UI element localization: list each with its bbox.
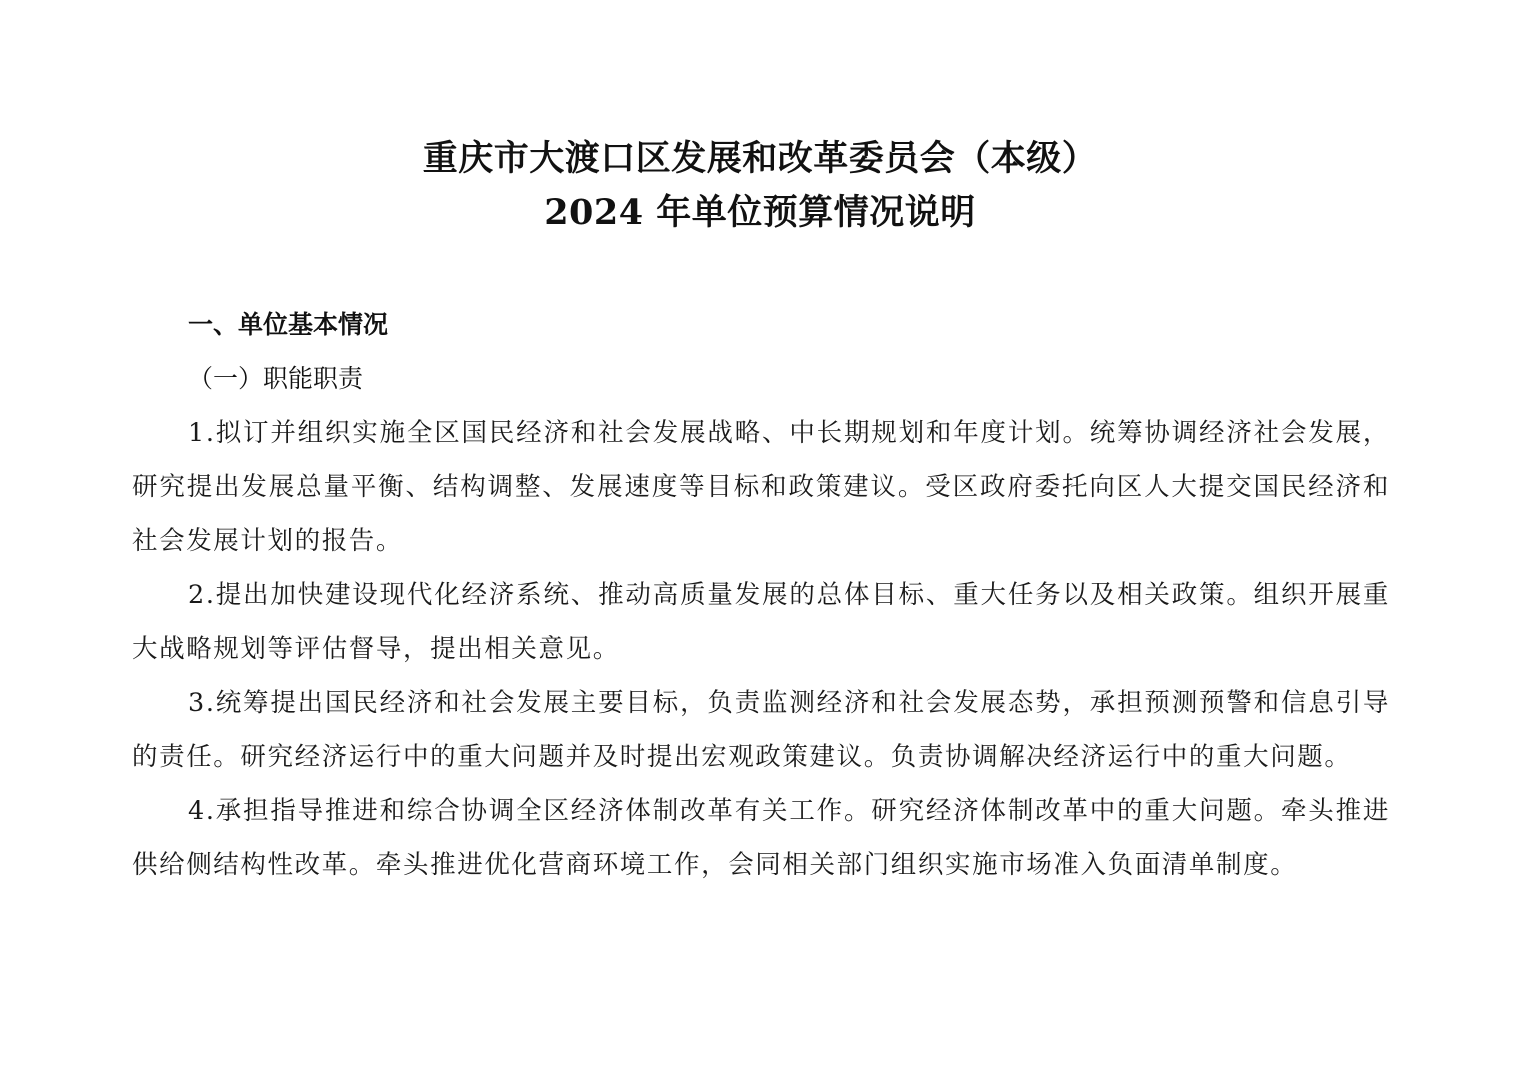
document-body <box>132 298 1390 892</box>
paragraph-1: 1.拟订并组织实施全区国民经济和社会发展战略、中长期规划和年度计划。统筹协调经济社会发展，研究提出发展总量平衡、结构调整、发展速度等目标和政策建议。受区政府委托向区人大提交国民经济和社会发展计划的报告。 <box>132 418 1390 556</box>
subsection-heading: （一）职能职责 <box>188 364 364 393</box>
paragraph-3: 3.统筹提出国民经济和社会发展主要目标，负责监测经济和社会发展态势，承担预测预警和信息引导的责任。研究经济运行中的重大问题并及时提出宏观政策建议。负责协调解决经济运行中的重大问题。 <box>132 688 1390 772</box>
title-line-1: 重庆市大渡口区发展和改革委员会（本级） <box>422 138 1098 179</box>
document-title <box>0 132 1520 240</box>
paragraph-4: 4.承担指导推进和综合协调全区经济体制改革有关工作。研究经济体制改革中的重大问题。牵头推进供给侧结构性改革。牵头推进优化营商环境工作，会同相关部门组织实施市场准入负面清单制度。 <box>132 796 1390 880</box>
section-heading: 一、单位基本情况 <box>188 310 389 339</box>
paragraph-2: 2.提出加快建设现代化经济系统、推动高质量发展的总体目标、重大任务以及相关政策。组织开展重大战略规划等评估督导，提出相关意见。 <box>132 580 1390 664</box>
title-line-2: 2024 年单位预算情况说明 <box>544 192 976 233</box>
